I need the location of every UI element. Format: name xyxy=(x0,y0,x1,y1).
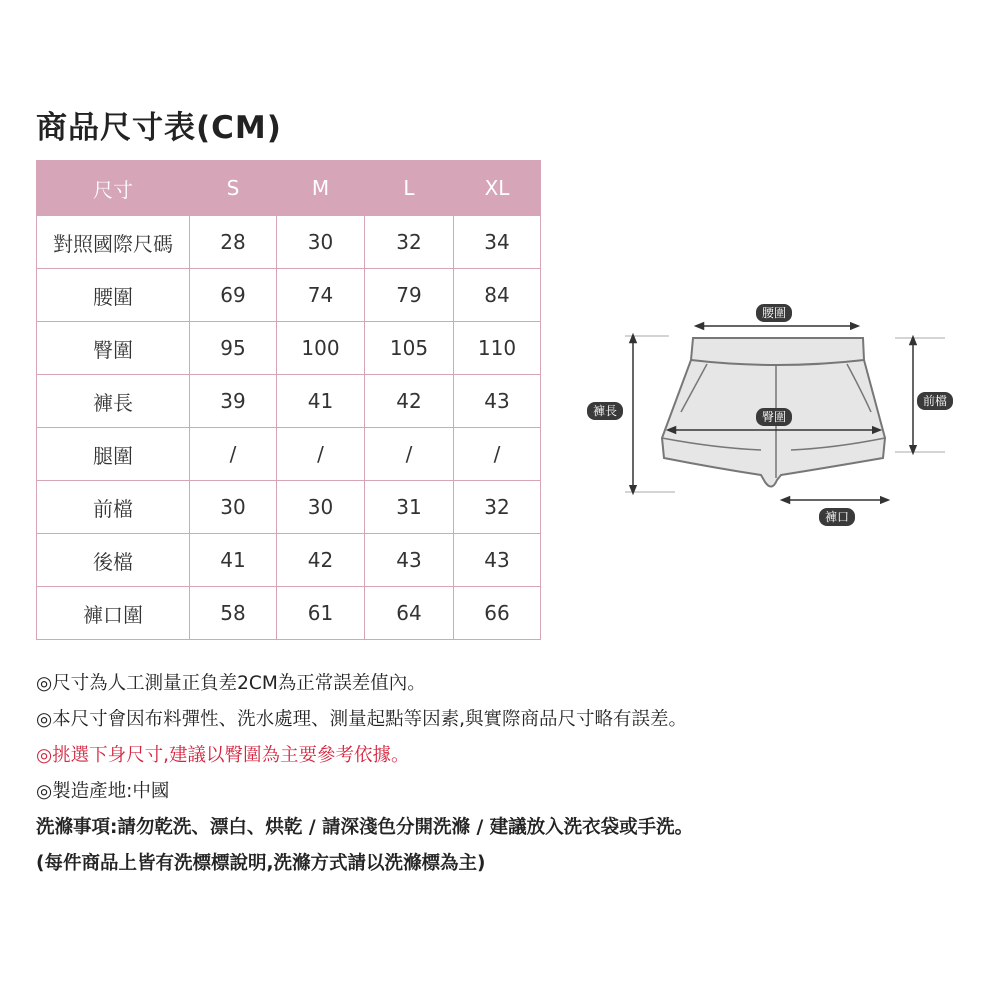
table-cell: 66 xyxy=(454,587,541,640)
notes-section xyxy=(36,666,693,882)
table-cell: / xyxy=(454,428,541,481)
table-cell: 61 xyxy=(277,587,365,640)
page-title: 商品尺寸表(CM) xyxy=(36,110,282,146)
table-row xyxy=(37,587,541,640)
hip-label: 臀圍 xyxy=(756,408,792,426)
table-cell: 39 xyxy=(190,375,277,428)
row-label: 臀圍 xyxy=(37,322,190,375)
table-cell: 31 xyxy=(365,481,454,534)
table-cell: 64 xyxy=(365,587,454,640)
table-row xyxy=(37,269,541,322)
table-cell: 34 xyxy=(454,216,541,269)
table-cell: 42 xyxy=(277,534,365,587)
table-cell: 32 xyxy=(454,481,541,534)
table-cell: 28 xyxy=(190,216,277,269)
row-label: 後檔 xyxy=(37,534,190,587)
table-row xyxy=(37,375,541,428)
header-cell: 尺寸 xyxy=(37,161,190,216)
table-cell: 32 xyxy=(365,216,454,269)
table-cell: 100 xyxy=(277,322,365,375)
table-cell: 79 xyxy=(365,269,454,322)
header-cell: XL xyxy=(454,161,541,216)
length-label: 褲長 xyxy=(587,402,623,420)
header-cell: L xyxy=(365,161,454,216)
table-cell: 74 xyxy=(277,269,365,322)
table-cell: 43 xyxy=(365,534,454,587)
front-rise-label: 前檔 xyxy=(917,392,953,410)
header-cell: M xyxy=(277,161,365,216)
table-row xyxy=(37,534,541,587)
size-table xyxy=(36,160,541,640)
hem-label: 褲口 xyxy=(819,508,855,526)
note-highlight: ◎挑選下身尺寸,建議以臀圍為主要參考依據。 xyxy=(36,745,410,766)
header-cell: S xyxy=(190,161,277,216)
wash-instructions: 洗滌事項:請勿乾洗、漂白、烘乾 / 請深淺色分開洗滌 / 建議放入洗衣袋或手洗。 xyxy=(36,817,694,838)
table-cell: 43 xyxy=(454,534,541,587)
table-cell: 58 xyxy=(190,587,277,640)
table-cell: 30 xyxy=(277,216,365,269)
table-cell: 42 xyxy=(365,375,454,428)
row-label: 腰圍 xyxy=(37,269,190,322)
row-label: 前檔 xyxy=(37,481,190,534)
table-row xyxy=(37,322,541,375)
table-cell: 105 xyxy=(365,322,454,375)
note-line: ◎尺寸為人工測量正負差2CM為正常誤差值內。 xyxy=(36,673,426,694)
table-cell: 30 xyxy=(277,481,365,534)
note-line: ◎製造產地:中國 xyxy=(36,781,170,802)
table-header-row xyxy=(37,161,541,216)
row-label: 褲長 xyxy=(37,375,190,428)
wash-note: (每件商品上皆有洗標標說明,洗滌方式請以洗滌標為主) xyxy=(36,853,486,874)
waist-label: 腰圍 xyxy=(756,304,792,322)
table-cell: 110 xyxy=(454,322,541,375)
table-cell: 41 xyxy=(277,375,365,428)
row-label: 褲口圍 xyxy=(37,587,190,640)
row-label: 對照國際尺碼 xyxy=(37,216,190,269)
table-cell: 30 xyxy=(190,481,277,534)
table-cell: 84 xyxy=(454,269,541,322)
table-cell: 95 xyxy=(190,322,277,375)
table-cell: / xyxy=(365,428,454,481)
table-row xyxy=(37,428,541,481)
table-row xyxy=(37,216,541,269)
note-line: ◎本尺寸會因布料彈性、洗水處理、測量起點等因素,與實際商品尺寸略有誤差。 xyxy=(36,709,688,730)
shorts-diagram xyxy=(585,300,985,534)
table-cell: 43 xyxy=(454,375,541,428)
table-row xyxy=(37,481,541,534)
table-cell: / xyxy=(190,428,277,481)
table-cell: / xyxy=(277,428,365,481)
table-cell: 41 xyxy=(190,534,277,587)
table-cell: 69 xyxy=(190,269,277,322)
row-label: 腿圍 xyxy=(37,428,190,481)
